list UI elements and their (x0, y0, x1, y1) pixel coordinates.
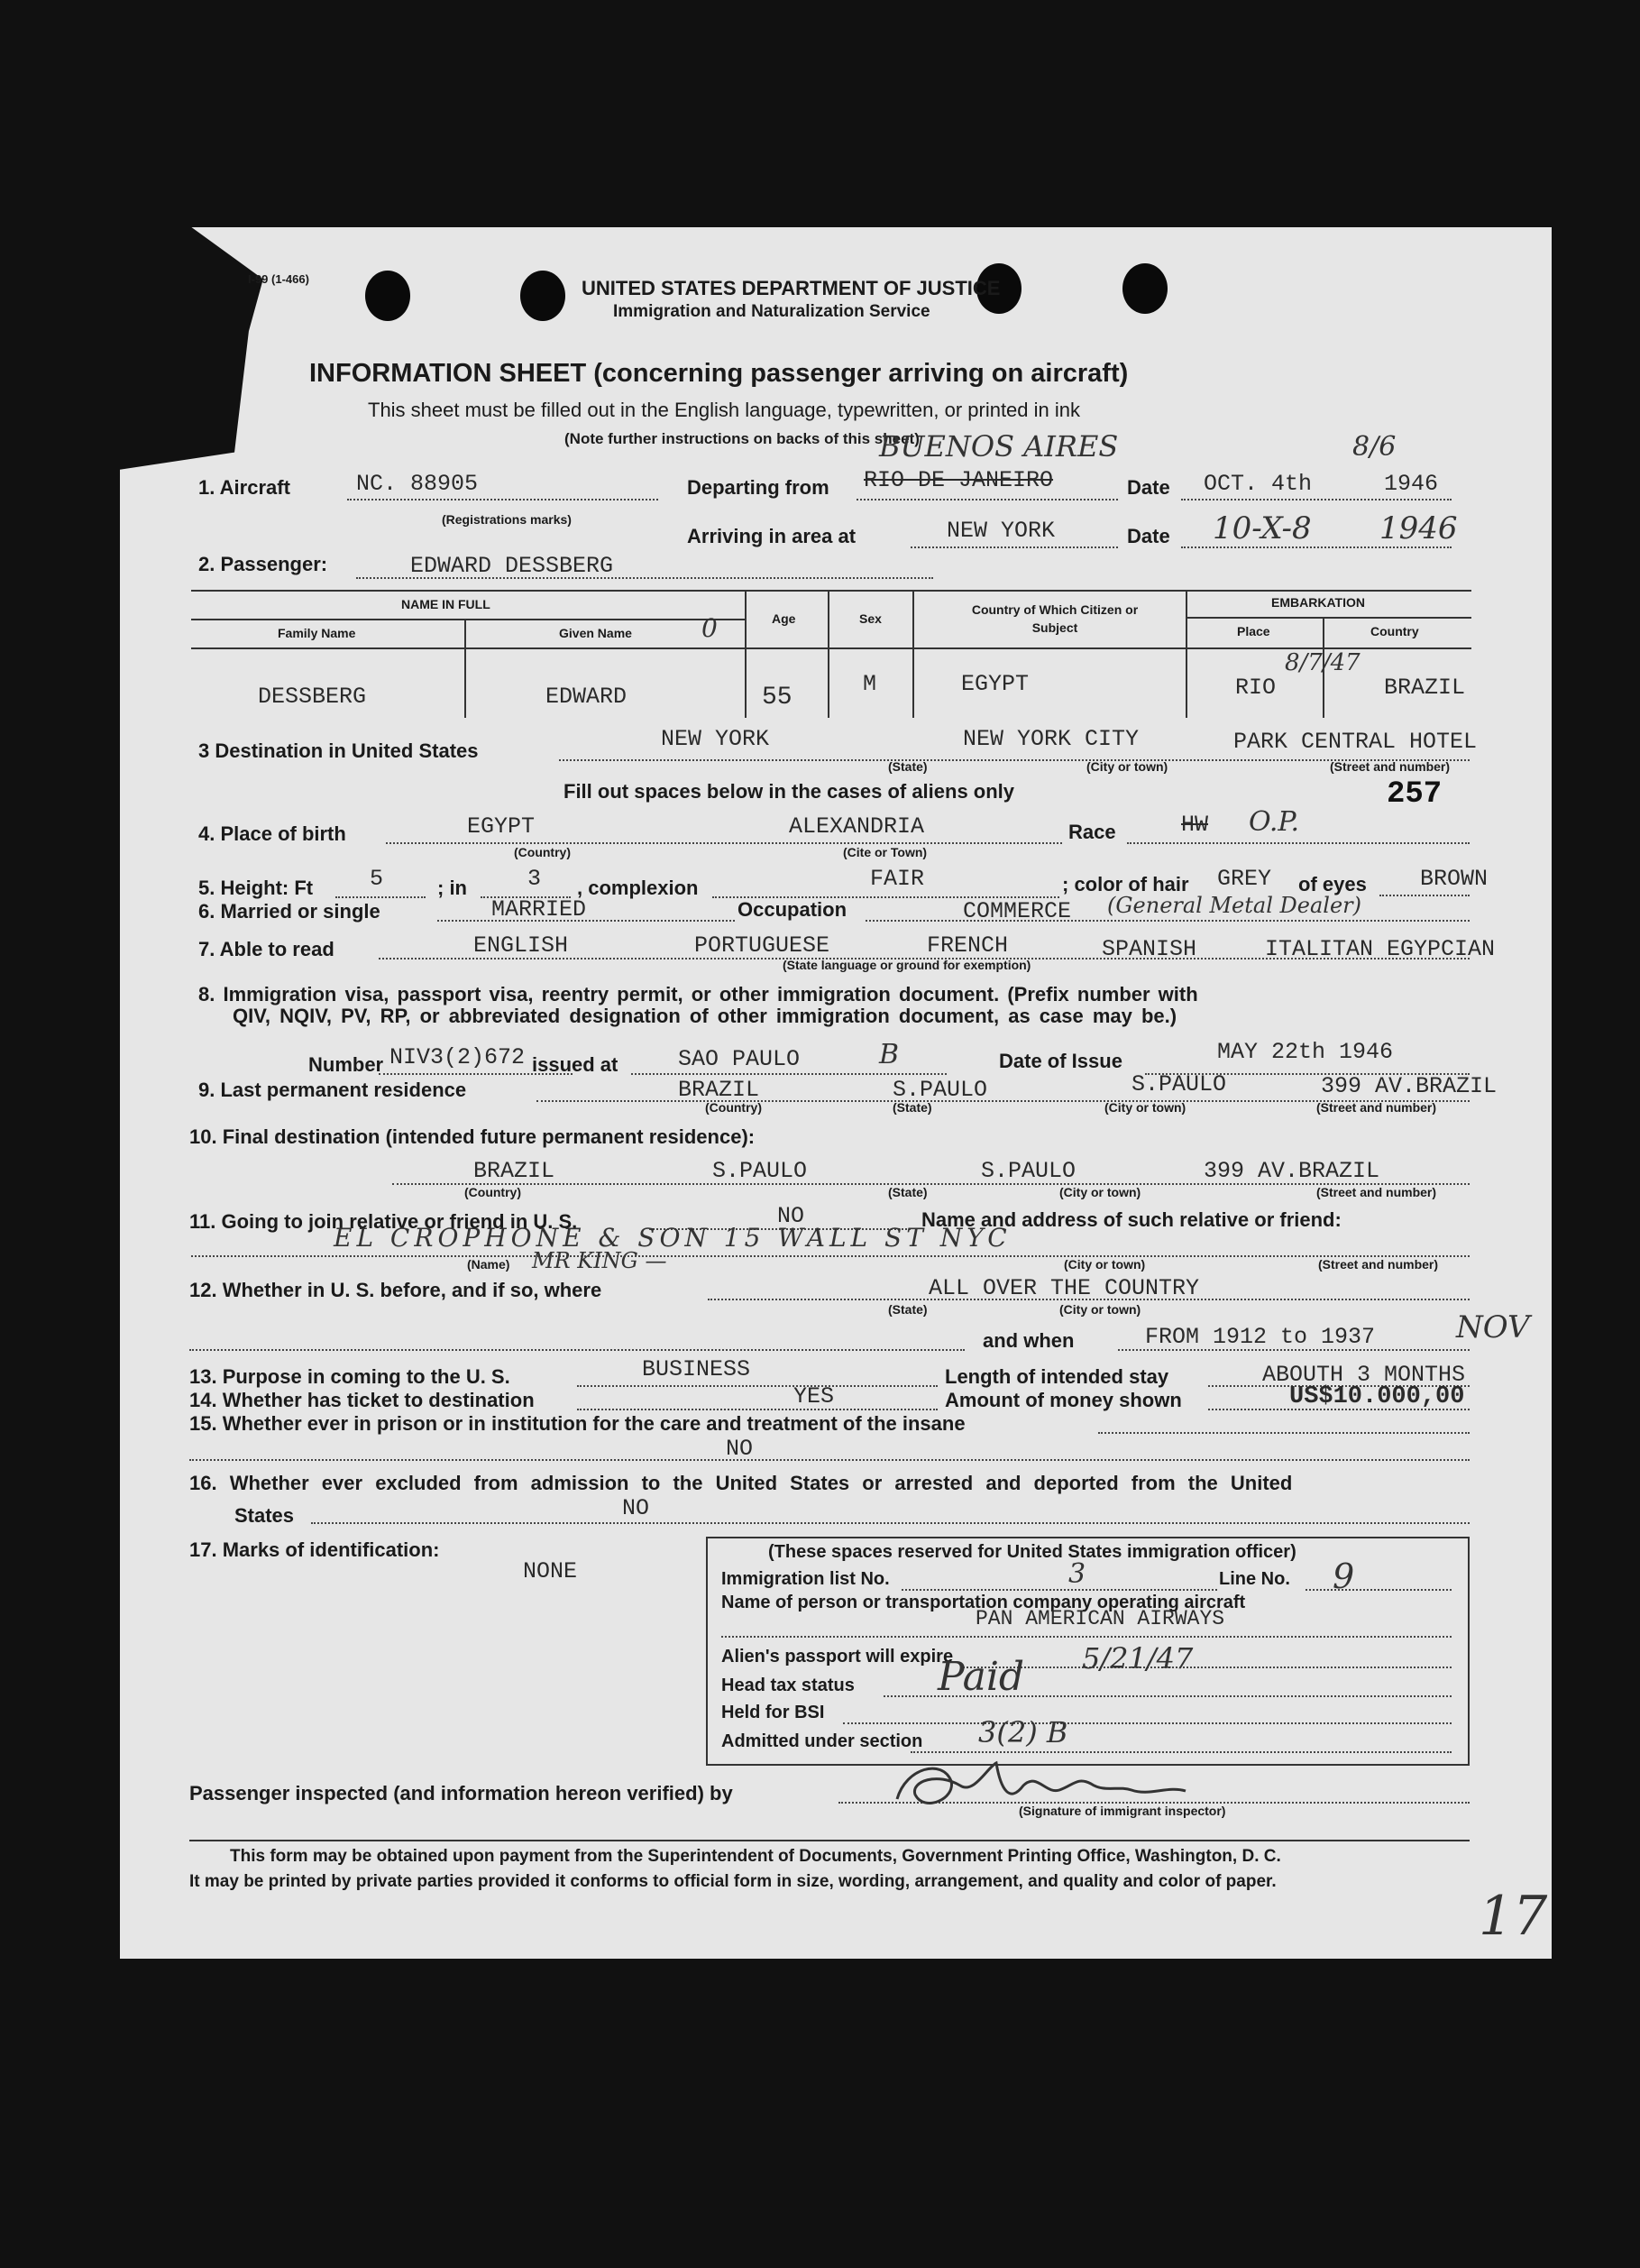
money-label: Amount of money shown (945, 1389, 1182, 1411)
before-when: FROM 1912 to 1937 (1145, 1324, 1376, 1350)
join-name-sub: (Name) (467, 1257, 510, 1272)
departing-value: RIO DE JANEIRO (864, 467, 1054, 493)
height-in-label: ; in (437, 877, 467, 899)
citizen-value: EGYPT (961, 671, 1030, 697)
visa-issued-label: issued at (532, 1053, 618, 1076)
prison-label: 15. Whether ever in prison or in institution for the care and treatment of the insane (189, 1412, 966, 1435)
arriving-date: 10-X-8 (1213, 510, 1312, 546)
birth-country-sub: (Country) (514, 845, 571, 859)
height-label: 5. Height: Ft (198, 877, 314, 899)
destination-state-sub: (State) (888, 759, 928, 774)
join-label: 11. Going to join relative or friend in U. S. (189, 1210, 578, 1233)
residence-state: S.PAULO (893, 1077, 988, 1103)
footer-line1: This form may be obtained upon payment from the Superintendent of Documents, Government Printing Office, Washington, D. C. (230, 1847, 1281, 1866)
prison-value: NO (726, 1436, 754, 1462)
place-value: RIO (1235, 675, 1277, 701)
age-header: Age (772, 611, 796, 626)
hair-label: ; color of hair (1062, 873, 1189, 895)
page-title: INFORMATION SHEET (concerning passenger arriving on aircraft) (309, 359, 1129, 388)
final-country: BRAZIL (473, 1158, 555, 1184)
arriving-value: NEW YORK (947, 518, 1056, 544)
final-state: S.PAULO (712, 1158, 808, 1184)
join-name-label: Name and address of such relative or friend: (921, 1208, 1342, 1231)
list-value: 3 (1068, 1558, 1086, 1590)
list-label: Immigration list No. (721, 1569, 890, 1589)
departing-date-note: 8/6 (1352, 431, 1397, 463)
purpose-value: BUSINESS (642, 1356, 751, 1382)
join-city-sub: (City or town) (1064, 1257, 1146, 1272)
before-state-sub: (State) (888, 1302, 928, 1317)
read-lang3: FRENCH (927, 932, 1009, 959)
passport-value: 5/21/47 (1082, 1641, 1194, 1676)
age-value: 55 (762, 684, 793, 712)
line-value: 9 (1333, 1556, 1355, 1596)
destination-city-sub: (City or town) (1086, 759, 1168, 774)
passport-label: Alien's passport will expire (721, 1647, 954, 1667)
excluded-label2: States (234, 1504, 295, 1527)
excluded-value: NO (622, 1495, 650, 1521)
race-value: HW (1181, 812, 1209, 838)
join-handwritten: EL CROPHONE & SON 15 WALL ST NYC (334, 1223, 1012, 1253)
date-label: Date (1127, 476, 1170, 499)
arriving-year: 1946 (1379, 510, 1458, 546)
final-country-sub: (Country) (464, 1185, 521, 1199)
stay-label: Length of intended stay (945, 1365, 1169, 1388)
marital-label: 6. Married or single (198, 900, 380, 923)
punch-hole (365, 271, 410, 321)
aircraft-label: 1. Aircraft (198, 476, 290, 499)
emb-country-header: Country (1370, 624, 1419, 638)
name-header: NAME IN FULL (401, 597, 490, 611)
company-label: Name of person or transportation company operating aircraft (721, 1593, 1246, 1612)
visa-label: 8. Immigration visa, passport visa, reentry permit, or other immigration document. (Prefix number with (198, 983, 1198, 1005)
family-header: Family Name (278, 626, 356, 640)
company-value: PAN AMERICAN AIRWAYS (976, 1607, 1225, 1630)
visa-issued-note: B (879, 1039, 900, 1070)
complexion-label: , complexion (577, 877, 699, 899)
final-street: 399 AV.BRAZIL (1204, 1158, 1380, 1184)
read-sub: (State language or ground for exemption) (783, 958, 1031, 972)
visa-number: NIV3(2)672 (389, 1044, 526, 1070)
visa-date: MAY 22th 1946 (1217, 1039, 1394, 1065)
final-city: S.PAULO (981, 1158, 1077, 1184)
visa-date-label: Date of Issue (999, 1050, 1122, 1072)
admitted-value: 3(2) B (978, 1715, 1068, 1749)
given-header: Given Name (559, 626, 632, 640)
before-when-note: NOV (1456, 1309, 1530, 1345)
arriving-label: Arriving in area at (687, 525, 857, 547)
marks-label: 17. Marks of identification: (189, 1538, 440, 1561)
excluded-label: 16. Whether ever excluded from admission to the United States or arrested and deported from the United (189, 1472, 1293, 1494)
departing-date: OCT. 4th (1204, 471, 1313, 497)
passenger-value: EDWARD DESSBERG (410, 553, 614, 579)
instruction-note: (Note further instructions on backs of this sheet) (564, 430, 920, 447)
residence-city: S.PAULO (1132, 1071, 1227, 1097)
punch-hole (1122, 263, 1168, 314)
final-city-sub: (City or town) (1059, 1185, 1141, 1199)
race-note: O.P. (1249, 806, 1300, 838)
height-ft: 5 (370, 866, 384, 892)
bsi-label: Held for BSI (721, 1703, 825, 1722)
residence-label: 9. Last permanent residence (198, 1079, 467, 1101)
arriving-date-label: Date (1127, 525, 1170, 547)
given-mark: 0 (701, 613, 718, 643)
occupation-value: COMMERCE (963, 898, 1072, 924)
occupation-label: Occupation (738, 898, 847, 921)
country-header: Country of Which Citizen or Subject (971, 602, 1139, 635)
department-title: UNITED STATES DEPARTMENT OF JUSTICE (582, 277, 1001, 299)
final-street-sub: (Street and number) (1316, 1185, 1437, 1199)
service-title: Immigration and Naturalization Service (613, 302, 930, 321)
residence-city-sub: (City or town) (1104, 1100, 1186, 1115)
aliens-number: 257 (1387, 777, 1443, 812)
birth-country: EGYPT (467, 813, 536, 840)
complexion-value: FAIR (870, 866, 925, 892)
birth-label: 4. Place of birth (198, 822, 346, 845)
birth-city: ALEXANDRIA (789, 813, 925, 840)
residence-street-sub: (Street and number) (1316, 1100, 1437, 1115)
residence-street: 399 AV.BRAZIL (1321, 1073, 1498, 1099)
stay-value: ABOUTH 3 MONTHS (1262, 1362, 1466, 1388)
destination-label: 3 Destination in United States (198, 739, 479, 762)
sex-header: Sex (859, 611, 882, 626)
sex-value: M (863, 671, 877, 697)
form-number: I-99 (1-466) (248, 272, 309, 286)
eyes-label: of eyes (1298, 873, 1367, 895)
marks-value: NONE (523, 1558, 578, 1584)
ticket-label: 14. Whether has ticket to destination (189, 1389, 535, 1411)
before-city-sub: (City or town) (1059, 1302, 1141, 1317)
instruction: This sheet must be filled out in the English language, typewritten, or printed in ink (368, 399, 1081, 421)
inspected-sub: (Signature of immigrant inspector) (1019, 1804, 1226, 1818)
given-value: EDWARD (545, 684, 628, 710)
destination-street: PARK CENTRAL HOTEL (1233, 729, 1478, 755)
destination-state: NEW YORK (661, 726, 770, 752)
aircraft-value: NC. 88905 (356, 471, 479, 497)
hair-value: GREY (1217, 866, 1272, 892)
birth-city-sub: (Cite or Town) (843, 845, 928, 859)
race-label: Race (1068, 821, 1116, 843)
height-in: 3 (527, 866, 542, 892)
departing-label: Departing from (687, 476, 829, 499)
aliens-note: Fill out spaces below in the cases of aliens only (563, 780, 1015, 803)
marital-value: MARRIED (491, 896, 587, 923)
before-value: ALL OVER THE COUNTRY (929, 1275, 1200, 1301)
eyes-value: BROWN (1420, 866, 1489, 892)
read-lang2: PORTUGUESE (694, 932, 830, 959)
money-value: US$10.000,00 (1289, 1383, 1465, 1410)
tax-label: Head tax status (721, 1676, 855, 1695)
join-street-sub: (Street and number) (1318, 1257, 1439, 1272)
departing-year: 1946 (1384, 471, 1439, 497)
embarkation-header: EMBARKATION (1271, 595, 1365, 610)
purpose-label: 13. Purpose in coming to the U. S. (189, 1365, 510, 1388)
read-lang4: SPANISH (1102, 936, 1197, 962)
ticket-value: YES (793, 1383, 835, 1409)
emb-country-value: BRAZIL (1384, 675, 1466, 701)
aircraft-sublabel: (Registrations marks) (442, 512, 572, 527)
join-value: NO (777, 1203, 805, 1229)
admitted-label: Admitted under section (721, 1731, 923, 1751)
read-label: 7. Able to read (198, 938, 334, 960)
punch-hole (520, 271, 565, 321)
final-state-sub: (State) (888, 1185, 928, 1199)
footer-line2: It may be printed by private parties provided it conforms to official form in size, wording, arrangement, and quality and color of paper. (189, 1872, 1277, 1891)
join-handwritten2: MR KING — (532, 1248, 667, 1273)
residence-country: BRAZIL (678, 1077, 760, 1103)
before-when-label: and when (983, 1329, 1075, 1352)
residence-state-sub: (State) (893, 1100, 932, 1115)
final-label: 10. Final destination (intended future permanent residence): (189, 1125, 756, 1148)
visa-label2: QIV, NQIV, PV, RP, or abbreviated designation of other immigration document, as case may be.) (233, 1005, 1177, 1027)
departing-handwritten: BUENOS AIRES (879, 429, 1119, 464)
place-header: Place (1237, 624, 1270, 638)
page-mark: 17 (1479, 1885, 1548, 1948)
destination-street-sub: (Street and number) (1330, 759, 1451, 774)
visa-issued-at: SAO PAULO (678, 1046, 801, 1072)
place-note: 8/7/47 (1285, 649, 1361, 676)
passenger-label: 2. Passenger: (198, 553, 328, 575)
destination-city: NEW YORK CITY (963, 726, 1140, 752)
read-lang1: ENGLISH (473, 932, 569, 959)
inspected-label: Passenger inspected (and information hereon verified) by (189, 1782, 733, 1804)
officer-header: (These spaces reserved for United States immigration officer) (768, 1542, 1296, 1562)
read-lang5: ITALITAN EGYPCIAN (1265, 936, 1496, 962)
tax-value: Paid (938, 1654, 1025, 1700)
residence-country-sub: (Country) (705, 1100, 762, 1115)
visa-number-label: Number (308, 1053, 384, 1076)
line-label: Line No. (1219, 1569, 1290, 1589)
before-label: 12. Whether in U. S. before, and if so, where (189, 1279, 602, 1301)
occupation-note: (General Metal Dealer) (1107, 893, 1361, 918)
family-value: DESSBERG (258, 684, 367, 710)
